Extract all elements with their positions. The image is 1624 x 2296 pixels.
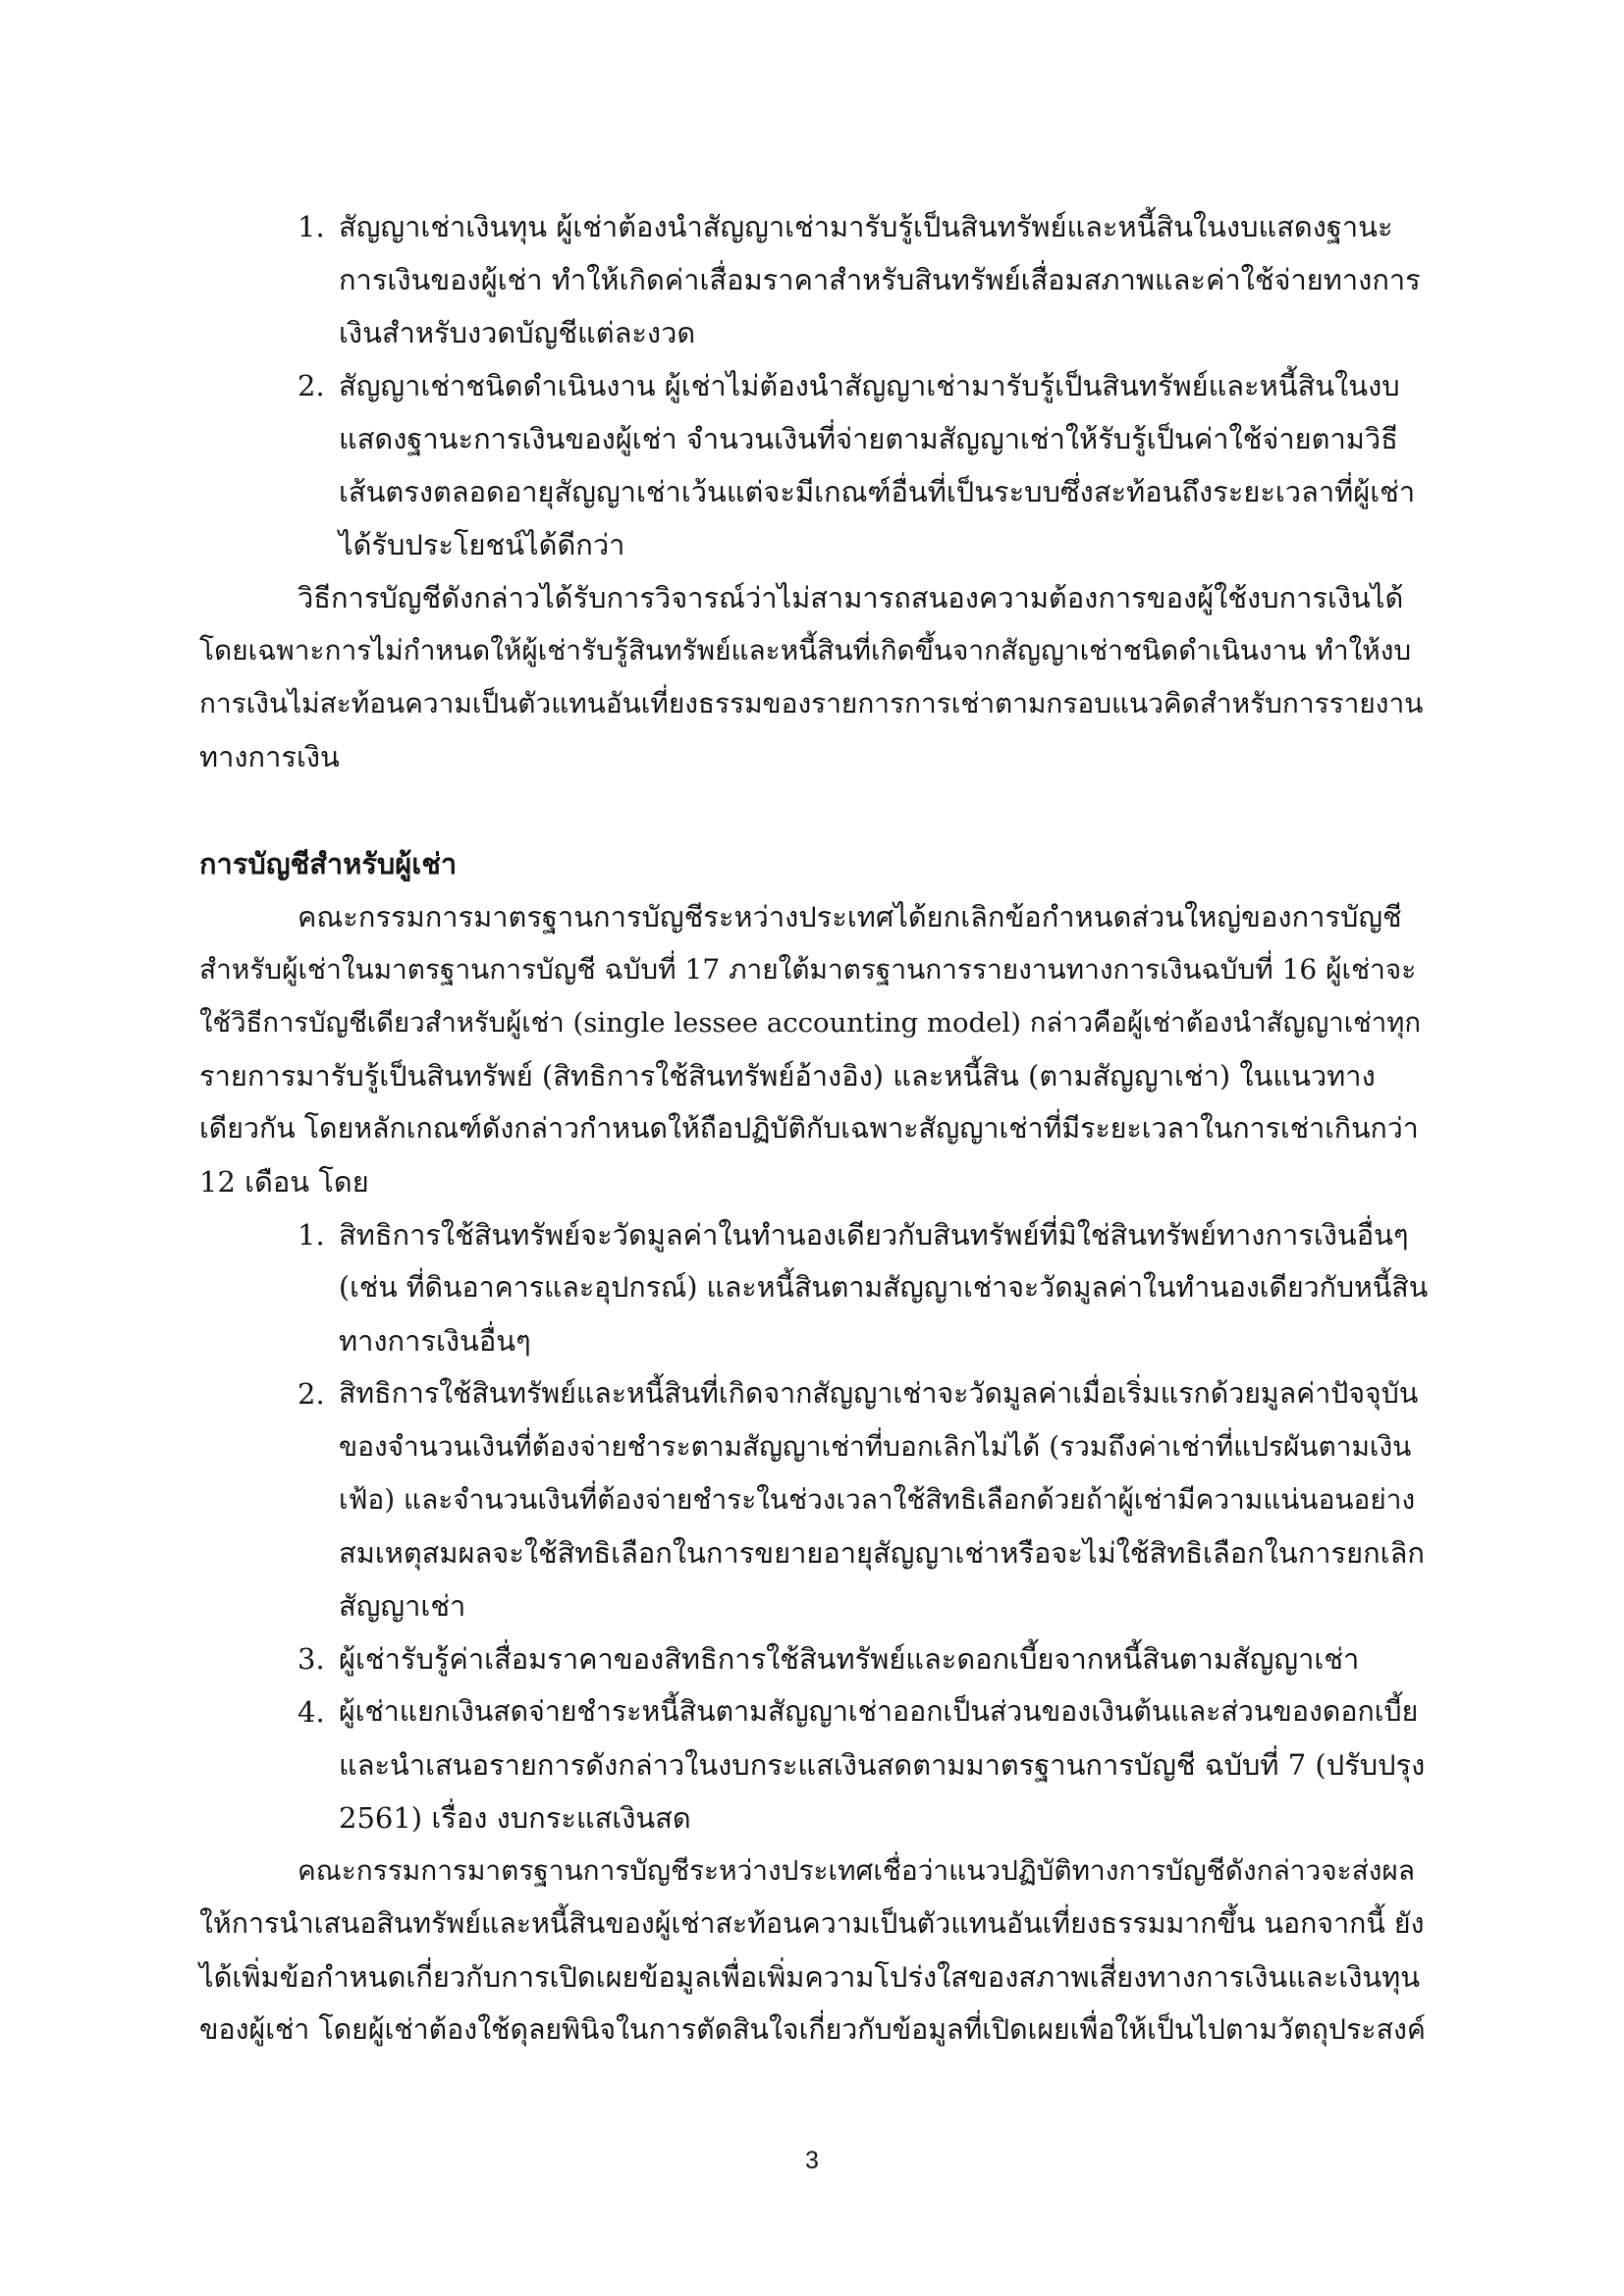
list-item-line: ของจำนวนเงินที่ต้องจ่ายชำระตามสัญญาเช่าที่บอกเลิกไม่ได้ (รวมถึงค่าเช่าที่แปรผันตามเงิน: [339, 1430, 1412, 1463]
paragraph-line: ของผู้เช่า โดยผู้เช่าต้องใช้ดุลยพินิจในการตัดสินใจเกี่ยวกับข้อมูลที่เปิดเผยเพื่อให้เป็นไปตามวัตถุประสงค์: [199, 2013, 1426, 2046]
list-number: 3.: [298, 1642, 325, 1676]
list-item-line: สัญญาเช่า: [339, 1589, 466, 1623]
paragraph-line: เดียวกัน โดยหลักเกณฑ์ดังกล่าวกำหนดให้ถือปฏิบัติกับเฉพาะสัญญาเช่าที่มีระยะเวลาในการเช่าเกินกว่า: [199, 1112, 1419, 1145]
list-item-line: เฟ้อ) และจำนวนเงินที่ต้องจ่ายชำระในช่วงเวลาใช้สิทธิเลือกด้วยถ้าผู้เช่ามีความแน่นอนอย่าง: [339, 1483, 1416, 1516]
page-number: 3: [805, 2147, 819, 2174]
list-item-line: สิทธิการใช้สินทรัพย์และหนี้สินที่เกิดจากสัญญาเช่าจะวัดมูลค่าเมื่อเริ่มแรกด้วยมูลค่าปัจจุบัน: [339, 1377, 1419, 1410]
list-number: 1.: [298, 210, 325, 243]
list-number: 2.: [298, 1377, 325, 1411]
list-item-line: ผู้เช่ารับรู้ค่าเสื่อมราคาของสิทธิการใช้สินทรัพย์และดอกเบี้ยจากหนี้สินตามสัญญาเช่า: [339, 1642, 1360, 1676]
list-item-line: สิทธิการใช้สินทรัพย์จะวัดมูลค่าในทำนองเดียวกับสินทรัพย์ที่มิใช่สินทรัพย์ทางการเงินอื่นๆ: [339, 1218, 1409, 1252]
list-item-line: สัญญาเช่าชนิดดำเนินงาน ผู้เช่าไม่ต้องนำสัญญาเช่ามารับรู้เป็นสินทรัพย์และหนี้สินในงบ: [339, 369, 1400, 402]
list-number: 4.: [298, 1695, 325, 1729]
list-item-line: แสดงฐานะการเงินของผู้เช่า จำนวนเงินที่จ่ายตามสัญญาเช่าให้รับรู้เป็นค่าใช้จ่ายตามวิธี: [339, 422, 1398, 455]
paragraph-line: ใช้วิธีการบัญชีเดียวสำหรับผู้เช่า (single lessee accounting model) กล่าวคือผู้เช่าต้องนำสัญญาเช่าทุก: [199, 1007, 1422, 1039]
list-item-line: สมเหตุสมผลจะใช้สิทธิเลือกในการขยายอายุสัญญาเช่าหรือจะไม่ใช้สิทธิเลือกในการยกเลิก: [339, 1536, 1425, 1570]
paragraph-line: 12 เดือน โดย: [199, 1165, 369, 1199]
list-item-line: และนำเสนอรายการดังกล่าวในงบกระแสเงินสดตามมาตรฐานการบัญชี ฉบับที่ 7 (ปรับปรุง: [339, 1748, 1426, 1782]
list-item-line: ทางการเงินอื่นๆ: [339, 1324, 531, 1358]
paragraph-line: ทางการเงิน: [199, 740, 340, 774]
list-item-line: ได้รับประโยชน์ได้ดีกว่า: [339, 528, 625, 561]
paragraph-line: คณะกรรมการมาตรฐานการบัญชีระหว่างประเทศเชื่อว่าแนวปฏิบัติทางการบัญชีดังกล่าวจะส่งผล: [298, 1854, 1415, 1887]
paragraph-line: การเงินไม่สะท้อนความเป็นตัวแทนอันเที่ยงธรรมของรายการการเช่าตามกรอบแนวคิดสำหรับการรายงาน: [199, 687, 1424, 720]
list-item-line: เงินสำหรับงวดบัญชีแต่ละงวด: [339, 316, 696, 349]
paragraph-line: ได้เพิ่มข้อกำหนดเกี่ยวกับการเปิดเผยข้อมูลเพื่อเพิ่มความโปร่งใสของสภาพเสี่ยงทางการเงินและเงินทุน: [199, 1960, 1421, 1994]
paragraph-line: รายการมารับรู้เป็นสินทรัพย์ (สิทธิการใช้สินทรัพย์อ้างอิง) และหนี้สิน (ตามสัญญาเช่า) ในแนวทาง: [199, 1059, 1376, 1093]
list-item-line: สัญญาเช่าเงินทุน ผู้เช่าต้องนำสัญญาเช่ามารับรู้เป็นสินทรัพย์และหนี้สินในงบแสดงฐานะ: [339, 210, 1393, 243]
paragraph-line: วิธีการบัญชีดังกล่าวได้รับการวิจารณ์ว่าไม่สามารถสนองความต้องการของผู้ใช้งบการเงินได้: [298, 581, 1404, 614]
section-heading: การบัญชีสำหรับผู้เช่า: [199, 847, 458, 881]
paragraph-line: สำหรับผู้เช่าในมาตรฐานการบัญชี ฉบับที่ 17 ภายใต้มาตรฐานการรายงานทางการเงินฉบับที่ 16 ผู้เช่าจะ: [199, 953, 1417, 986]
list-item-line: เส้นตรงตลอดอายุสัญญาเช่าเว้นแต่จะมีเกณฑ์อื่นที่เป็นระบบซึ่งสะท้อนถึงระยะเวลาที่ผู้เช่า: [339, 475, 1416, 508]
paragraph-line: คณะกรรมการมาตรฐานการบัญชีระหว่างประเทศได้ยกเลิกข้อกำหนดส่วนใหญ่ของการบัญชี: [298, 900, 1402, 934]
list-item-line: (เช่น ที่ดินอาคารและอุปกรณ์) และหนี้สินตามสัญญาเช่าจะวัดมูลค่าในทำนองเดียวกับหนี้สิน: [339, 1271, 1429, 1304]
list-item-line: การเงินของผู้เช่า ทำให้เกิดค่าเสื่อมราคาสำหรับสินทรัพย์เสื่อมสภาพและค่าใช้จ่ายทางการ: [339, 263, 1421, 296]
paragraph-line: โดยเฉพาะการไม่กำหนดให้ผู้เช่ารับรู้สินทรัพย์และหนี้สินที่เกิดขึ้นจากสัญญาเช่าชนิดดำเนินงาน ทำให้งบ: [199, 634, 1412, 667]
list-item-line: 2561) เรื่อง งบกระแสเงินสด: [339, 1801, 691, 1835]
paragraph-line: ให้การนำเสนอสินทรัพย์และหนี้สินของผู้เช่าสะท้อนความเป็นตัวแทนอันเที่ยงธรรมมากขึ้น นอกจากนี้ ยัง: [199, 1907, 1425, 1940]
list-item-line: ผู้เช่าแยกเงินสดจ่ายชำระหนี้สินตามสัญญาเช่าออกเป็นส่วนของเงินต้นและส่วนของดอกเบี้ย: [339, 1695, 1419, 1728]
list-number: 2.: [298, 369, 325, 402]
list-number: 1.: [298, 1218, 325, 1252]
